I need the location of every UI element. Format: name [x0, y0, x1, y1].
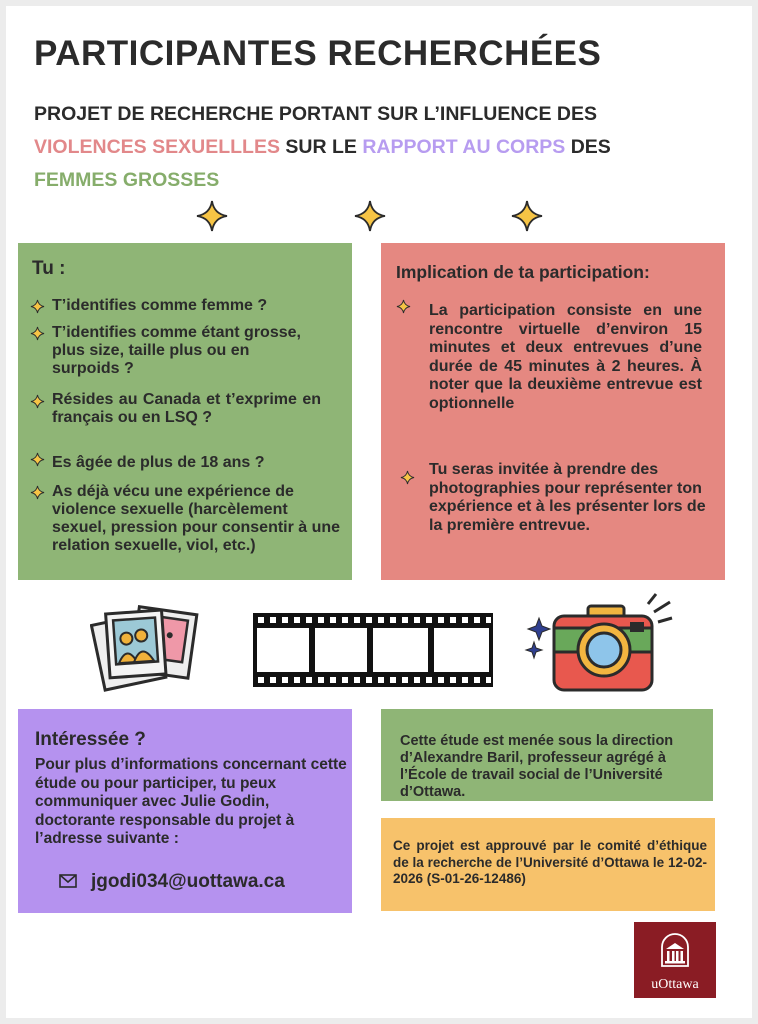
uottawa-logo-text: uOttawa: [651, 977, 699, 992]
participation-item-meetings: La participation consiste en une rencontre virtuelle d’environ 15 minutes et deux entrevues d’une durée de 45 minutes à 2 heures. À noter que la deuxième entrevue est optionnelle: [429, 302, 702, 412]
direction-text: Cette étude est menée sous la direction d’Alexandre Baril, professeur agrégé à l’École de travail social de l’Université d’Ottawa.: [400, 733, 674, 800]
sparkle-bullet-icon: [30, 326, 45, 341]
contact-email[interactable]: jgodi034@uottawa.ca: [91, 871, 285, 892]
camera-icon: [524, 590, 676, 696]
interested-text: Pour plus d’informations concernant cette étude ou pour participer, tu peux communiquer avec Julie Godin, doctorante responsable du projet à l’adresse suivante :: [35, 756, 347, 847]
eligibility-heading: Tu :: [32, 258, 66, 279]
page-title: PARTICIPANTES RECHERCHÉES: [34, 34, 602, 73]
sparkle-bullet-icon: [400, 470, 415, 485]
participation-item-photos: Tu seras invitée à prendre des photographies pour représenter ton expérience et à les présenter lors de la première entrevue.: [429, 461, 706, 534]
participation-heading: Implication de ta participation:: [396, 262, 650, 282]
sparkle-bullet-icon: [30, 299, 45, 314]
sparkle-bullet-icon: [30, 452, 45, 467]
eligibility-item-residence: Résides au Canada et t’exprime en français ou en LSQ ?: [52, 391, 321, 426]
sparkle-icon: [510, 199, 544, 233]
subtitle-part1: PROJET DE RECHERCHE PORTANT SUR L’INFLUENCE DES: [34, 103, 598, 125]
eligibility-item-gender: T’identifies comme femme ?: [52, 297, 268, 314]
interested-heading: Intéressée ?: [35, 729, 146, 750]
sparkle-icon: [195, 199, 229, 233]
eligibility-item-experience: As déjà vécu une expérience de violence sexuelle (harcèlement sexuel, pression pour consentir à une relation sexuelle, viol, etc.): [52, 483, 341, 554]
film-strip-icon: [253, 613, 493, 687]
photos-illustration-icon: [90, 602, 202, 694]
subtitle-highlight-corps: RAPPORT AU CORPS: [362, 136, 566, 158]
uottawa-logo: [634, 922, 716, 998]
ethics-text: Ce projet est approuvé par le comité d’éthique de la recherche de l’Université d’Ottawa le 12-02-2026 (S-01-26-12486): [393, 838, 707, 886]
sparkle-bullet-icon: [30, 394, 45, 409]
subtitle-part2: SUR LE: [285, 136, 357, 158]
eligibility-item-age: Es âgée de plus de 18 ans ?: [52, 454, 265, 471]
sparkle-bullet-icon: [30, 485, 45, 500]
subtitle: [34, 98, 714, 197]
sparkle-icon: [353, 199, 387, 233]
subtitle-highlight-violences: VIOLENCES SEXUELLLES: [34, 136, 280, 158]
email-icon: [59, 874, 77, 888]
eligibility-item-body: T’identifies comme étant grosse, plus size, taille plus ou en surpoids ?: [52, 324, 301, 377]
subtitle-part3: DES: [570, 136, 611, 158]
sparkle-bullet-icon: [396, 299, 411, 314]
subtitle-highlight-femmes: FEMMES GROSSES: [34, 169, 220, 191]
university-building-icon: [660, 932, 690, 968]
